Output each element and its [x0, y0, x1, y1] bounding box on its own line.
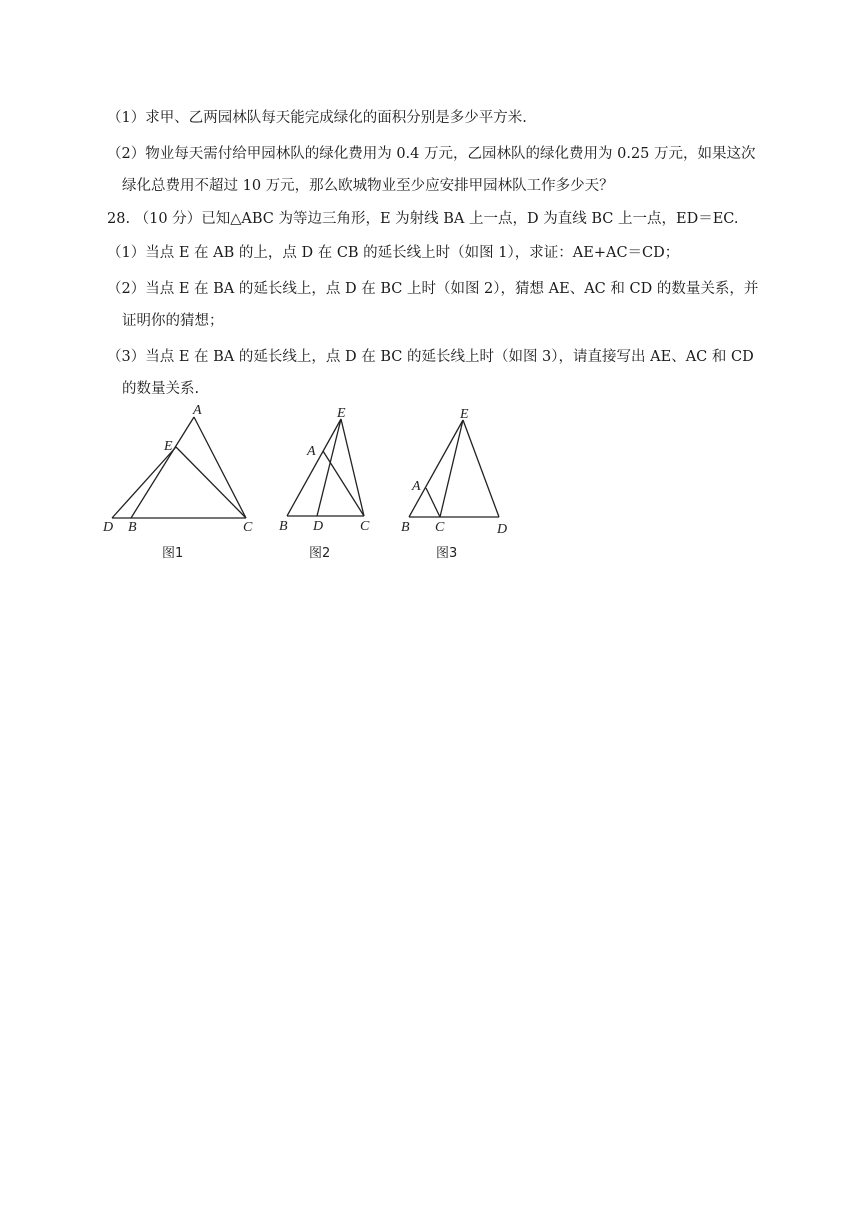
label-D: D	[103, 520, 114, 535]
q28-part1: （1）当点 E 在 AB 的上，点 D 在 CB 的延长线上时（如图 1），求证：AE+AC＝CD；	[107, 245, 680, 261]
label-C: C	[435, 520, 445, 535]
label-B: B	[401, 520, 410, 535]
label-B: B	[128, 520, 137, 535]
figure-3-diagram	[395, 405, 515, 565]
side-AC	[194, 417, 246, 518]
figure-3	[395, 405, 515, 565]
q28-part3-line2: 的数量关系.	[122, 381, 200, 397]
label-C: C	[243, 520, 253, 535]
q27-part2-line1: （2）物业每天需付给甲园林队的绿化费用为 0.4 万元，乙园林队的绿化费用为 0.25 万元，如果这次	[107, 146, 756, 162]
label-E: E	[164, 439, 173, 454]
label-C: C	[360, 519, 370, 534]
label-D: D	[313, 519, 324, 534]
q28-part2-line2: 证明你的猜想；	[122, 313, 224, 329]
side-BA	[131, 417, 194, 518]
q28-part2-line1: （2）当点 E 在 BA 的延长线上，点 D 在 BC 上时（如图 2），猜想 AE、AC 和 CD 的数量关系，并	[107, 281, 759, 297]
figure-3-caption: 图3	[436, 546, 458, 561]
figure-2	[275, 405, 385, 565]
segment-ED	[317, 419, 341, 516]
segment-ED	[463, 420, 499, 517]
label-E: E	[460, 407, 469, 422]
ray-BE	[409, 420, 463, 517]
q27-part1: （1）求甲、乙两园林队每天能完成绿化的面积分别是多少平方米.	[107, 110, 527, 126]
segment-EC	[440, 420, 463, 517]
label-D: D	[497, 522, 508, 537]
figure-1-caption: 图1	[162, 546, 184, 561]
figure-1	[100, 405, 265, 565]
segment-EC	[341, 419, 364, 516]
segment-EC	[176, 447, 246, 518]
label-A: A	[193, 405, 202, 418]
figure-2-caption: 图2	[309, 546, 331, 561]
label-A: A	[307, 444, 316, 459]
side-AC	[426, 488, 440, 517]
q28-stem: 28. （10 分）已知△ABC 为等边三角形，E 为射线 BA 上一点，D 为直线 BC 上一点，ED＝EC.	[107, 211, 739, 227]
q28-part3-line1: （3）当点 E 在 BA 的延长线上，点 D 在 BC 的延长线上时（如图 3），请直接写出 AE、AC 和 CD	[107, 349, 754, 365]
label-A: A	[412, 479, 421, 494]
figure-1-diagram	[100, 405, 265, 565]
q27-part2-line2: 绿化总费用不超过 10 万元，那么欧城物业至少应安排甲园林队工作多少天？	[122, 178, 614, 194]
figure-2-diagram	[275, 405, 385, 565]
side-AC	[323, 451, 364, 516]
label-E: E	[337, 406, 346, 421]
segment-DE	[112, 447, 176, 518]
label-B: B	[279, 519, 288, 534]
